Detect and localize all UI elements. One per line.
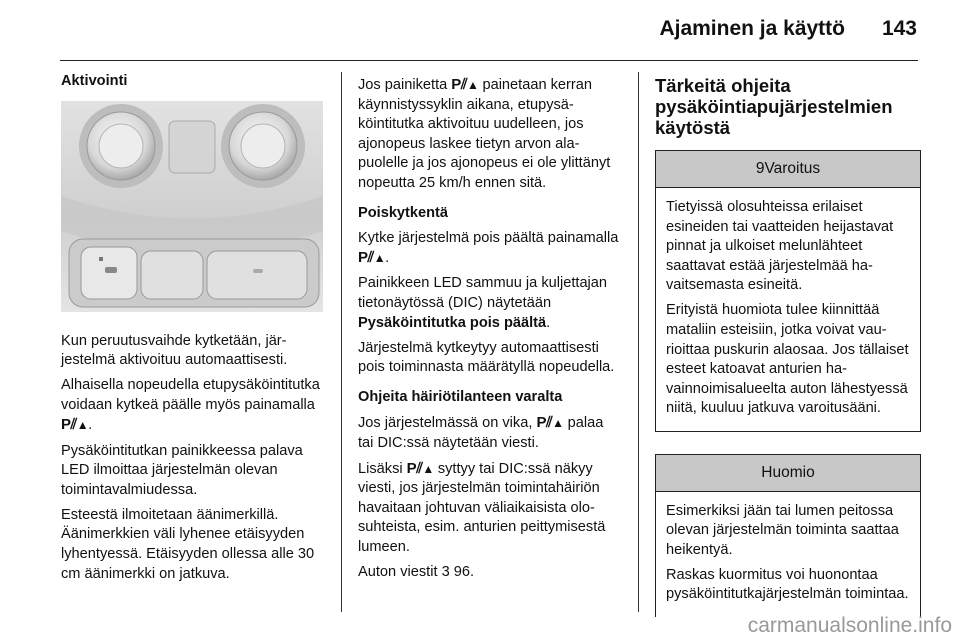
column-divider-1	[341, 72, 342, 612]
paragraph-acoustic-signal: Esteestä ilmoitetaan äänimerkillä. Äänimerkkien väli lyhenee etäisyyden lyhentyessä. Etäisyyden ollessa alle 30 cm äänimerkki on jatkuva.	[61, 506, 315, 582]
section-heading-fault: Ohjeita häiriötilanteen varalta	[358, 388, 563, 405]
warning-triangle-icon: 9	[755, 160, 765, 177]
paragraph-deactivate: Kytke järjestelmä pois päältä painamalla P⫽▲.	[358, 229, 622, 269]
header-rule	[60, 60, 918, 61]
parking-sensor-icon: P⫽▲	[61, 416, 89, 434]
paragraph-reactivation: Jos painiketta P⫽▲ painetaan kerran käynnistyssyklin aikana, etupysäköintitutka aktivoituu uudelleen, jos ajonopeus laskee tietyn arvon alapuolelle ja jos ajonopeus ei ole ylittänyt nopeutta 25 km/h ennen sitä.	[358, 76, 611, 191]
notice-box-header: Huomio	[656, 455, 920, 492]
watermark: carmanualsonline.info	[747, 614, 952, 637]
notice-paragraph-1: Esimerkiksi jään tai lumen peitossa olevan järjestelmän toiminta saattaa heikentyä.	[666, 502, 899, 558]
section-title-important-hints: Tärkeitä ohjeita pysäköintiapujärjestelmien käytöstä	[655, 75, 893, 138]
notice-box	[655, 454, 921, 617]
parking-sensor-icon: P⫽▲	[406, 459, 434, 477]
page-reference-icon: 3	[441, 564, 450, 581]
warning-paragraph-1: Tietyissä olosuhteissa erilaiset esineiden tai vaatteiden heijastavat pinnat ja ulkoiset melunlähteet saattavat estää järjestelmää havaitsemasta esineitä.	[666, 199, 894, 294]
paragraph-front-radar: Alhaisella nopeudella etupysäköintitutka voidaan kytkeä päälle myös painamalla P⫽▲.	[61, 376, 323, 436]
warning-box	[655, 150, 921, 432]
paragraph-auto-deactivate: Järjestelmä kytkeytyy automaattisesti pois toiminnasta määrätyllä nopeudella.	[358, 339, 615, 376]
parking-button-photo	[61, 101, 323, 312]
paragraph-led-off: Painikkeen LED sammuu ja kuljettajan tietonäytössä (DIC) näytetään Pysäköintitutka pois päältä.	[358, 275, 608, 331]
column-2	[358, 75, 622, 588]
section-heading-activation: Aktivointi	[61, 73, 128, 89]
paragraph-fault: Jos järjestelmässä on vika, P⫽▲ palaa tai DIC:ssä näytetään viesti.	[358, 413, 604, 451]
dic-message: Pysäköintitutka pois päältä	[358, 314, 547, 331]
section-heading-deactivation: Poiskytkentä	[358, 204, 449, 221]
text-front-radar: Alhaisella nopeudella etupysäköintitutka voidaan kytkeä päälle myös painamalla	[61, 377, 320, 413]
parking-sensor-icon: P⫽▲	[536, 413, 564, 431]
page-number: 143	[881, 17, 917, 40]
notice-paragraph-2: Raskas kuormitus voi huonontaa pysäköintitutkajärjestelmän toimintaa.	[666, 566, 909, 603]
paragraph-temporary-fault: Lisäksi P⫽▲ syttyy tai DIC:ssä näkyy viesti, jos järjestelmän toimintahäiriön havaitaan johtuvan väliaikaisista olosuhteista, esim. anturien peittymisestä lumeen.	[358, 459, 606, 555]
column-3	[655, 75, 921, 639]
parking-sensor-icon: P⫽▲	[451, 76, 479, 93]
paragraph-reverse-gear: Kun peruutusvaihde kytketään, järjestelmä aktivoituu automaattisesti.	[61, 332, 288, 369]
chapter-title: Ajaminen ja käyttö	[659, 17, 845, 40]
warning-box-header	[656, 151, 920, 188]
paragraph-led: Pysäköintitutkan painikkeessa palava LED ilmoittaa järjestelmän olevan toimintavalmiudessa.	[61, 442, 303, 498]
column-1	[61, 72, 323, 590]
paragraph-vehicle-messages: Auton viestit 3 96.	[358, 564, 475, 581]
parking-sensor-icon: P⫽▲	[358, 249, 386, 267]
warning-label: Varoitus	[764, 160, 821, 177]
warning-paragraph-2: Erityistä huomiota tulee kiinnittää mataliin esteisiin, jotka voivat vaurioittaa puskurin alaosaa. Jos tällaiset esteet katoavat anturien havainnoimisalueelta auton lähestyessä niitä, kuuluu jatkuva varoitusääni.	[666, 302, 909, 417]
column-divider-2	[638, 72, 639, 612]
